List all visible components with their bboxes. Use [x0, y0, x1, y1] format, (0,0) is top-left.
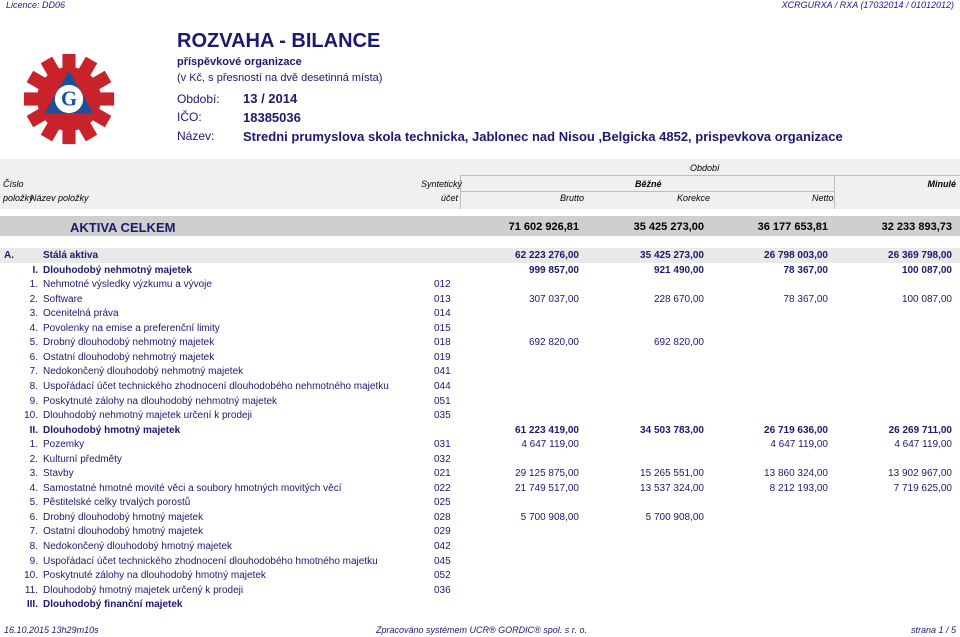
- netto-value: 78 367,00: [783, 293, 828, 305]
- table-row: [0, 335, 960, 350]
- header-divider: [460, 175, 960, 176]
- precision-note: (v Kč, s přesností na dvě desetinná místa): [177, 72, 383, 84]
- name-label: Název:: [177, 129, 215, 143]
- item-number: 5.: [29, 497, 38, 509]
- item-name: Drobný dlouhodobý nehmotný majetek: [43, 337, 215, 349]
- item-number: 5.: [29, 337, 38, 349]
- item-name: Nedokončený dlouhodobý nehmotný majetek: [43, 366, 244, 378]
- item-name: Drobný dlouhodobý hmotný majetek: [43, 511, 204, 523]
- item-number: 2.: [29, 453, 38, 465]
- col-minule: Minulé: [927, 179, 956, 189]
- col-synteticky: Syntetický: [421, 179, 463, 189]
- item-name: Dlouhodobý nehmotný majetek: [43, 264, 192, 276]
- col-obdobi: Období: [690, 163, 720, 173]
- korekce-value: 228 670,00: [653, 293, 704, 305]
- table-header: [0, 159, 960, 209]
- licence-text: Licence: DD06: [6, 0, 66, 10]
- table-row: [0, 510, 960, 525]
- korekce-value: 5 700 908,00: [645, 511, 704, 523]
- col-nazev: Název položky: [30, 193, 89, 203]
- item-number: 4.: [29, 322, 38, 334]
- item-name: Ostatní dlouhodobý hmotný majetek: [43, 526, 204, 538]
- table-row: [0, 539, 960, 554]
- korekce-value: 34 503 783,00: [640, 424, 704, 436]
- table-row: [0, 321, 960, 336]
- organization-logo: [22, 52, 116, 146]
- total-korekce: 35 425 273,00: [633, 221, 704, 233]
- report-subtitle: příspěvkové organizace: [177, 56, 302, 68]
- netto-value: 26 798 003,00: [764, 250, 828, 261]
- minule-value: 13 902 967,00: [888, 468, 952, 480]
- netto-value: 13 860 324,00: [764, 468, 828, 480]
- table-row: [0, 350, 960, 365]
- korekce-value: 13 537 324,00: [640, 482, 704, 494]
- netto-value: 78 367,00: [783, 264, 828, 276]
- item-name: Software: [43, 293, 83, 305]
- footer-system: Zpracováno systémem UCR® GORDIC® spol. s r. o.: [376, 625, 587, 635]
- account-code: 018: [434, 337, 451, 349]
- ico-value: 18385036: [243, 110, 301, 125]
- total-brutto: 71 602 926,81: [508, 221, 579, 233]
- item-number: 9.: [29, 555, 38, 567]
- item-number: A.: [4, 250, 14, 261]
- account-code: 012: [434, 279, 451, 291]
- table-row: [0, 277, 960, 292]
- minule-value: 7 719 625,00: [893, 482, 952, 494]
- item-number: 10.: [24, 570, 38, 582]
- group-row: [0, 423, 960, 438]
- item-number: 9.: [29, 395, 38, 407]
- account-code: 032: [434, 453, 451, 465]
- item-number: II.: [29, 424, 38, 436]
- header-divider: [460, 191, 834, 192]
- item-name: Kulturní předměty: [43, 453, 122, 465]
- netto-value: 4 647 119,00: [770, 439, 828, 451]
- svg-text:G: G: [60, 88, 78, 111]
- item-number: 6.: [29, 511, 38, 523]
- total-minule: 32 233 893,73: [881, 221, 952, 233]
- table-row: [0, 292, 960, 307]
- item-name: Dlouhodobý hmotný majetek: [43, 424, 181, 436]
- table-row: [0, 481, 960, 496]
- account-code: 019: [434, 351, 451, 363]
- group-row: [0, 263, 960, 278]
- table-row: [0, 524, 960, 539]
- item-number: 7.: [29, 526, 38, 538]
- item-number: 8.: [29, 380, 38, 392]
- brutto-value: 999 857,00: [528, 264, 579, 276]
- item-number: I.: [32, 264, 38, 276]
- account-code: 051: [434, 395, 451, 407]
- account-code: 021: [434, 468, 451, 480]
- organization-name: Stredni prumyslova skola technicka, Jablonec nad Nisou ,Belgicka 4852, prispevkova organizace: [243, 129, 843, 144]
- item-name: Stálá aktiva: [43, 250, 99, 261]
- account-code: 031: [434, 439, 451, 451]
- col-cislo: Číslo: [3, 179, 24, 189]
- brutto-value: 5 700 908,00: [520, 511, 579, 523]
- account-code: 022: [434, 482, 451, 494]
- account-code: 045: [434, 555, 451, 567]
- item-name: Samostatné hmotné movité věci a soubory hmotných movitých věcí: [43, 482, 342, 494]
- col-ucet: účet: [441, 193, 459, 203]
- account-code: 042: [434, 541, 451, 552]
- report-code: XCRGURXA / RXA (17032014 / 01012012): [781, 0, 954, 10]
- item-name: Dlouhodobý finanční majetek: [43, 599, 183, 611]
- account-code: 028: [434, 511, 451, 523]
- period-label: Období:: [177, 92, 220, 106]
- item-number: 11.: [24, 584, 38, 596]
- table-row: [0, 554, 960, 569]
- item-number: 1.: [29, 279, 38, 291]
- table-row: [0, 306, 960, 321]
- item-name: Povolenky na emise a preferenční limity: [43, 322, 220, 334]
- korekce-value: 35 425 273,00: [640, 250, 704, 261]
- footer: [0, 624, 960, 637]
- minule-value: 26 369 798,00: [888, 250, 952, 261]
- item-name: Ostatní dlouhodobý nehmotný majetek: [43, 351, 215, 363]
- period-value: 13 / 2014: [243, 91, 298, 106]
- account-code: 036: [434, 584, 451, 596]
- total-netto: 36 177 653,81: [757, 221, 828, 233]
- minule-value: 100 087,00: [901, 293, 952, 305]
- brutto-value: 21 749 517,00: [515, 482, 579, 494]
- col-bezne: Běžné: [635, 179, 662, 189]
- ico-label: IČO:: [177, 110, 202, 124]
- col-brutto: Brutto: [560, 193, 585, 203]
- header-divider: [834, 175, 835, 209]
- account-code: 015: [434, 322, 451, 334]
- table-row: [0, 452, 960, 467]
- table-row: [0, 364, 960, 379]
- account-code: 014: [434, 308, 451, 320]
- account-code: 013: [434, 293, 451, 305]
- item-name: Pozemky: [43, 439, 85, 451]
- item-number: 4.: [29, 482, 38, 494]
- total-label: AKTIVA CELKEM: [70, 220, 176, 235]
- account-code: 025: [434, 497, 451, 509]
- brutto-value: 62 223 276,00: [515, 250, 579, 261]
- minule-value: 4 647 119,00: [894, 439, 952, 451]
- aktiva-total-row: [0, 216, 960, 236]
- footer-timestamp: 16.10.2015 13h29m10s: [4, 625, 99, 635]
- item-name: Ocenitelná práva: [43, 308, 119, 320]
- korekce-value: 692 820,00: [653, 337, 704, 349]
- report-title: ROZVAHA - BILANCE: [177, 30, 381, 52]
- brutto-value: 4 647 119,00: [521, 439, 579, 451]
- table-row: [0, 394, 960, 409]
- netto-value: 26 719 636,00: [764, 424, 828, 436]
- item-number: 3.: [29, 308, 38, 320]
- col-netto: Netto: [812, 193, 834, 203]
- account-code: 029: [434, 526, 451, 538]
- item-number: 8.: [29, 541, 38, 552]
- item-name: Uspořádací účet technického zhodnocení dlouhodobého hmotného majetku: [43, 555, 378, 567]
- item-name: Dlouhodobý hmotný majetek určený k prodeji: [43, 584, 244, 596]
- netto-value: 8 212 193,00: [769, 482, 828, 494]
- section-row: [0, 248, 960, 263]
- brutto-value: 692 820,00: [528, 337, 579, 349]
- item-name: Poskytnuté zálohy na dlouhodobý nehmotný majetek: [43, 395, 278, 407]
- korekce-value: 921 490,00: [653, 264, 704, 276]
- item-number: 3.: [29, 468, 38, 480]
- item-name: Nedokončený dlouhodobý hmotný majetek: [43, 541, 233, 552]
- table-row: [0, 568, 960, 583]
- item-number: 10.: [24, 410, 38, 422]
- item-number: 2.: [29, 293, 38, 305]
- item-number: 7.: [29, 366, 38, 378]
- table-row: [0, 437, 960, 452]
- item-number: 6.: [29, 351, 38, 363]
- minule-value: 100 087,00: [901, 264, 952, 276]
- account-code: 052: [434, 570, 451, 582]
- col-korekce: Korekce: [677, 193, 711, 203]
- col-polozky: položky: [3, 193, 34, 203]
- table-row: [0, 495, 960, 510]
- item-name: Uspořádací účet technického zhodnocení dlouhodobého nehmotného majetku: [43, 380, 389, 392]
- footer-page: strana 1 / 5: [910, 625, 956, 635]
- minule-value: 26 269 711,00: [888, 424, 952, 436]
- group-row: [0, 597, 960, 612]
- brutto-value: 61 223 419,00: [515, 424, 579, 436]
- item-name: Nehmotné výsledky výzkumu a vývoje: [43, 279, 212, 291]
- brutto-value: 29 125 875,00: [515, 468, 579, 480]
- korekce-value: 15 265 551,00: [640, 468, 704, 480]
- item-name: Dlouhodobý nehmotný majetek určení k prodeji: [43, 410, 253, 422]
- item-name: Pěstitelské celky trvalých porostů: [43, 497, 191, 509]
- table-row: [0, 466, 960, 481]
- brutto-value: 307 037,00: [528, 293, 579, 305]
- account-code: 035: [434, 410, 451, 422]
- table-row: [0, 379, 960, 394]
- item-name: Stavby: [43, 468, 74, 480]
- account-code: 044: [434, 380, 451, 392]
- table-row: [0, 583, 960, 598]
- item-number: III.: [26, 599, 38, 611]
- item-number: 1.: [29, 439, 38, 451]
- account-code: 041: [434, 366, 451, 378]
- table-row: [0, 408, 960, 423]
- item-name: Poskytnuté zálohy na dlouhodobý hmotný majetek: [43, 570, 266, 582]
- top-bar: [0, 0, 960, 12]
